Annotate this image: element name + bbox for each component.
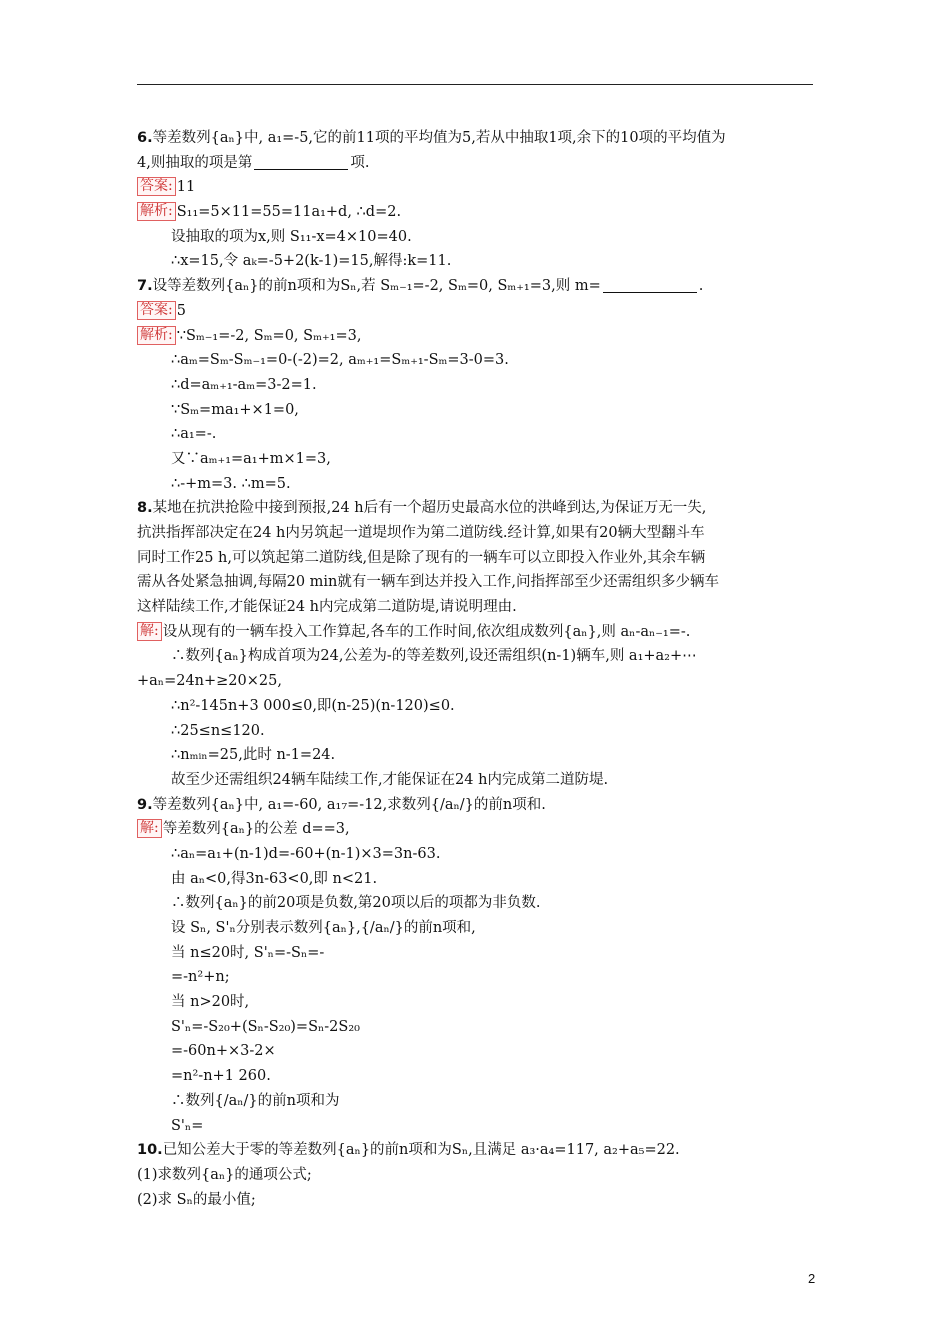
line-text: 设等差数列{aₙ}的前n项和为Sₙ,若 Sₘ₋₁=-2, Sₘ=0, Sₘ₊₁=3,则 m=	[152, 278, 601, 295]
line-text: ∴数列{aₙ}的前20项是负数,第20项以后的项都为非负数.	[171, 895, 541, 912]
line-text: S'ₙ=-S₂₀+(Sₙ-S₂₀)=Sₙ-2S₂₀	[171, 1018, 360, 1035]
text-line	[137, 348, 817, 373]
answer-blank	[603, 278, 697, 293]
answer-blank	[254, 155, 348, 170]
line-text: =-60n+×3-2×	[171, 1043, 276, 1060]
text-line	[137, 990, 817, 1015]
line-text: 又∵aₘ₊₁=a₁+m×1=3,	[171, 450, 331, 467]
line-text: 由 aₙ<0,得3n-63<0,即 n<21.	[171, 870, 378, 887]
line-text: 抗洪指挥部决定在24 h内另筑起一道堤坝作为第二道防线.经计算,如果有20辆大型翻斗车	[137, 525, 705, 541]
line-text: ∴数列{aₙ}构成首项为24,公差为-的等差数列,设还需组织(n-1)辆车,则 a₁+a₂+⋯	[171, 648, 697, 665]
text-line	[137, 595, 817, 620]
text-line	[137, 570, 817, 595]
text-line	[137, 965, 817, 990]
analysis-tag: 解析:	[137, 326, 176, 345]
text-line	[137, 891, 817, 916]
problem-number: 8.	[137, 500, 153, 517]
solution-tag: 解:	[137, 622, 162, 641]
text-line	[137, 398, 817, 423]
line-text: 需从各处紧急抽调,每隔20 min就有一辆车到达并投入工作,问指挥部至少还需组织多少辆车	[137, 574, 720, 591]
problem-number: 9.	[137, 796, 153, 813]
line-text: +aₙ=24n+≥20×25,	[137, 673, 282, 690]
line-text: (2)求 Sₙ的最小值;	[137, 1191, 256, 1208]
problem-number: 10.	[137, 1142, 163, 1159]
line-text: 4,则抽取的项是第	[137, 154, 253, 171]
solution-tag: 解:	[137, 819, 162, 838]
answer-tag: 答案:	[137, 301, 176, 320]
text-line	[137, 151, 817, 176]
text-line	[137, 1089, 817, 1114]
line-text: 等差数列{aₙ}中, a₁=-5,它的前11项的平均值为5,若从中抽取1项,余下的10项的平均值为	[152, 130, 726, 146]
line-text: 这样陆续工作,才能保证24 h内完成第二道防堤,请说明理由.	[137, 599, 517, 616]
document-body	[137, 126, 817, 1212]
line-text: 某地在抗洪抢险中接到预报,24 h后有一个超历史最高水位的洪峰到达,为保证万无一失,	[152, 500, 707, 517]
line-text: 等差数列{aₙ}的公差 d==3,	[162, 821, 350, 838]
text-line	[137, 249, 817, 274]
line-text: 设 Sₙ, S'ₙ分别表示数列{aₙ},{/aₙ/}的前n项和,	[171, 920, 476, 936]
line-text: ∴d=aₘ₊₁-aₘ=3-2=1.	[171, 376, 317, 393]
text-line	[137, 521, 817, 546]
text-line	[137, 1188, 817, 1213]
line-text-after: 项.	[350, 154, 370, 171]
text-line	[137, 941, 817, 966]
line-text: ∴nₘᵢₙ=25,此时 n-1=24.	[171, 747, 336, 764]
text-line	[137, 299, 817, 324]
line-text: ∵Sₘ=ma₁+×1=0,	[171, 401, 299, 418]
line-text: =n²-n+1 260.	[171, 1068, 271, 1085]
line-text: S'ₙ=	[171, 1117, 204, 1134]
text-line	[137, 768, 817, 793]
text-line	[137, 620, 817, 645]
text-line	[137, 644, 817, 669]
line-text: 故至少还需组织24辆车陆续工作,才能保证在24 h内完成第二道防堤.	[171, 771, 609, 788]
text-line	[137, 1039, 817, 1064]
text-line	[137, 1163, 817, 1188]
page-number: 2	[808, 1271, 816, 1286]
text-line	[137, 793, 817, 818]
line-text: ∴25≤n≤120.	[171, 722, 265, 739]
line-text: ∴aₙ=a₁+(n-1)d=-60+(n-1)×3=3n-63.	[171, 845, 441, 862]
line-text: ∴x=15,令 aₖ=-5+2(k-1)=15,解得:k=11.	[171, 253, 452, 270]
line-text: ∴a₁=-.	[171, 426, 217, 443]
problem-number: 6.	[137, 130, 153, 146]
line-text: 当 n>20时,	[171, 994, 250, 1011]
line-text: ∴-+m=3. ∴m=5.	[171, 475, 291, 492]
line-text: ∴n²-145n+3 000≤0,即(n-25)(n-120)≤0.	[171, 697, 455, 714]
line-text: (1)求数列{aₙ}的通项公式;	[137, 1166, 312, 1183]
text-line	[137, 546, 817, 571]
problem-number: 7.	[137, 278, 153, 295]
text-line	[137, 422, 817, 447]
text-line	[137, 669, 817, 694]
line-text: 11	[176, 179, 196, 196]
line-text: 同时工作25 h,可以筑起第二道防线,但是除了现有的一辆车可以立即投入作业外,其余车辆	[137, 549, 706, 566]
text-line	[137, 1138, 817, 1163]
text-line	[137, 719, 817, 744]
line-text: ∵Sₘ₋₁=-2, Sₘ=0, Sₘ₊₁=3,	[176, 327, 362, 344]
line-text: 当 n≤20时, S'ₙ=-Sₙ=-	[171, 944, 325, 961]
line-text: 等差数列{aₙ}中, a₁=-60, a₁₇=-12,求数列{/aₙ/}的前n项和.	[152, 796, 546, 813]
text-line	[137, 126, 817, 151]
text-line	[137, 743, 817, 768]
text-line	[137, 200, 817, 225]
text-line	[137, 324, 817, 349]
line-text: 5	[176, 302, 186, 319]
text-line	[137, 842, 817, 867]
line-text: S₁₁=5×11=55=11a₁+d, ∴d=2.	[176, 204, 402, 221]
line-text: 设抽取的项为x,则 S₁₁-x=4×10=40.	[171, 228, 412, 245]
line-text: 已知公差大于零的等差数列{aₙ}的前n项和为Sₙ,且满足 a₃·a₄=117, a₂+a₅=22.	[162, 1142, 680, 1159]
text-line	[137, 496, 817, 521]
text-line	[137, 472, 817, 497]
analysis-tag: 解析:	[137, 202, 176, 221]
text-line	[137, 373, 817, 398]
line-text: 设从现有的一辆车投入工作算起,各车的工作时间,依次组成数列{aₙ},则 aₙ-aₙ₋₁=-.	[162, 623, 691, 640]
text-line	[137, 694, 817, 719]
answer-tag: 答案:	[137, 177, 176, 196]
text-line	[137, 274, 817, 299]
text-line	[137, 225, 817, 250]
text-line	[137, 1114, 817, 1139]
text-line	[137, 867, 817, 892]
text-line	[137, 916, 817, 941]
text-line	[137, 1015, 817, 1040]
text-line	[137, 447, 817, 472]
text-line	[137, 817, 817, 842]
line-text-after: .	[698, 278, 704, 295]
text-line	[137, 1064, 817, 1089]
header-rule	[137, 84, 813, 85]
line-text: ∴数列{/aₙ/}的前n项和为	[171, 1092, 340, 1109]
line-text: =-n²+n;	[171, 969, 230, 986]
text-line	[137, 175, 817, 200]
line-text: ∴aₘ=Sₘ-Sₘ₋₁=0-(-2)=2, aₘ₊₁=Sₘ₊₁-Sₘ=3-0=3.	[171, 352, 509, 369]
